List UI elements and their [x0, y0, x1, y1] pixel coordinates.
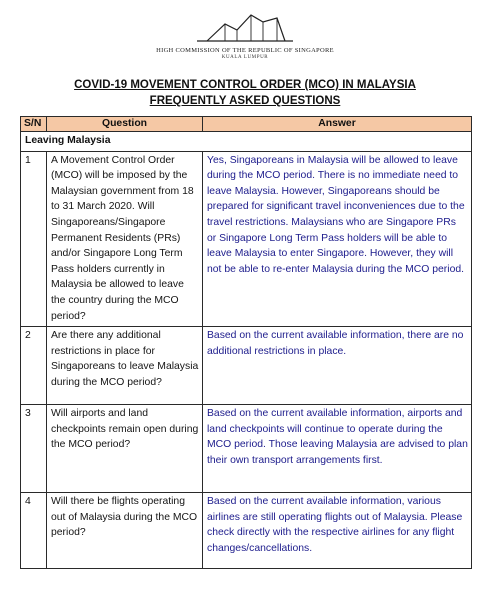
table-row	[21, 405, 472, 493]
row-sn: 4	[21, 493, 47, 569]
row-question: Will airports and land checkpoints remain open during the MCO period?	[47, 405, 203, 493]
table-header-row	[21, 117, 472, 132]
row-answer: Based on the current available information, various airlines are still operating flights out of Malaysia. Please check directly with the respective airlines for any flight changes/cancellations.	[203, 493, 472, 569]
row-answer: Based on the current available information, there are no additional restrictions in place.	[203, 327, 472, 405]
section-heading: Leaving Malaysia	[21, 132, 472, 152]
title-line-2: FREQUENTLY ASKED QUESTIONS	[149, 95, 341, 107]
header-sn: S/N	[21, 117, 47, 132]
row-question: Will there be flights operating out of Malaysia during the MCO period?	[47, 493, 203, 569]
faq-table	[20, 116, 472, 569]
row-question: A Movement Control Order (MCO) will be imposed by the Malaysian government from 18 to 31 March 2020. Will Singaporeans/Singapore Permanent Residents (PRs) and/or Singapore Long Term Pass holders currently in Malaysia be allowed to leave the country during the MCO period?	[47, 151, 203, 327]
org-city: KUALA LUMPUR	[221, 55, 269, 60]
document-title	[0, 77, 490, 109]
header-answer: Answer	[203, 117, 472, 132]
header-question: Question	[47, 117, 203, 132]
row-sn: 1	[21, 151, 47, 327]
letterhead	[0, 8, 490, 60]
org-name: HIGH COMMISSION OF THE REPUBLIC OF SINGAPORE	[156, 47, 334, 54]
table-row	[21, 151, 472, 327]
high-commission-logo	[185, 8, 305, 46]
row-answer: Yes, Singaporeans in Malaysia will be allowed to leave during the MCO period. There is no immediate need to leave Malaysia. However, Singaporeans should be prepared for significant travel inconveniences due to the travel restrictions. Malaysians who are Singapore PRs or Singapore Long Term Pass holders will be able to leave Malaysia to enter Singapore. However, they will not be able to re-enter Malaysia during the MCO period.	[203, 151, 472, 327]
title-line-1: COVID-19 MOVEMENT CONTROL ORDER (MCO) IN MALAYSIA	[74, 79, 416, 91]
table-row	[21, 493, 472, 569]
row-sn: 2	[21, 327, 47, 405]
table-row	[21, 327, 472, 405]
row-question: Are there any additional restrictions in place for Singaporeans to leave Malaysia during the MCO period?	[47, 327, 203, 405]
row-sn: 3	[21, 405, 47, 493]
row-answer: Based on the current available information, airports and land checkpoints will continue to operate during the MCO period. Those leaving Malaysia are advised to plan their own transport arrangements first.	[203, 405, 472, 493]
section-row	[21, 132, 472, 152]
